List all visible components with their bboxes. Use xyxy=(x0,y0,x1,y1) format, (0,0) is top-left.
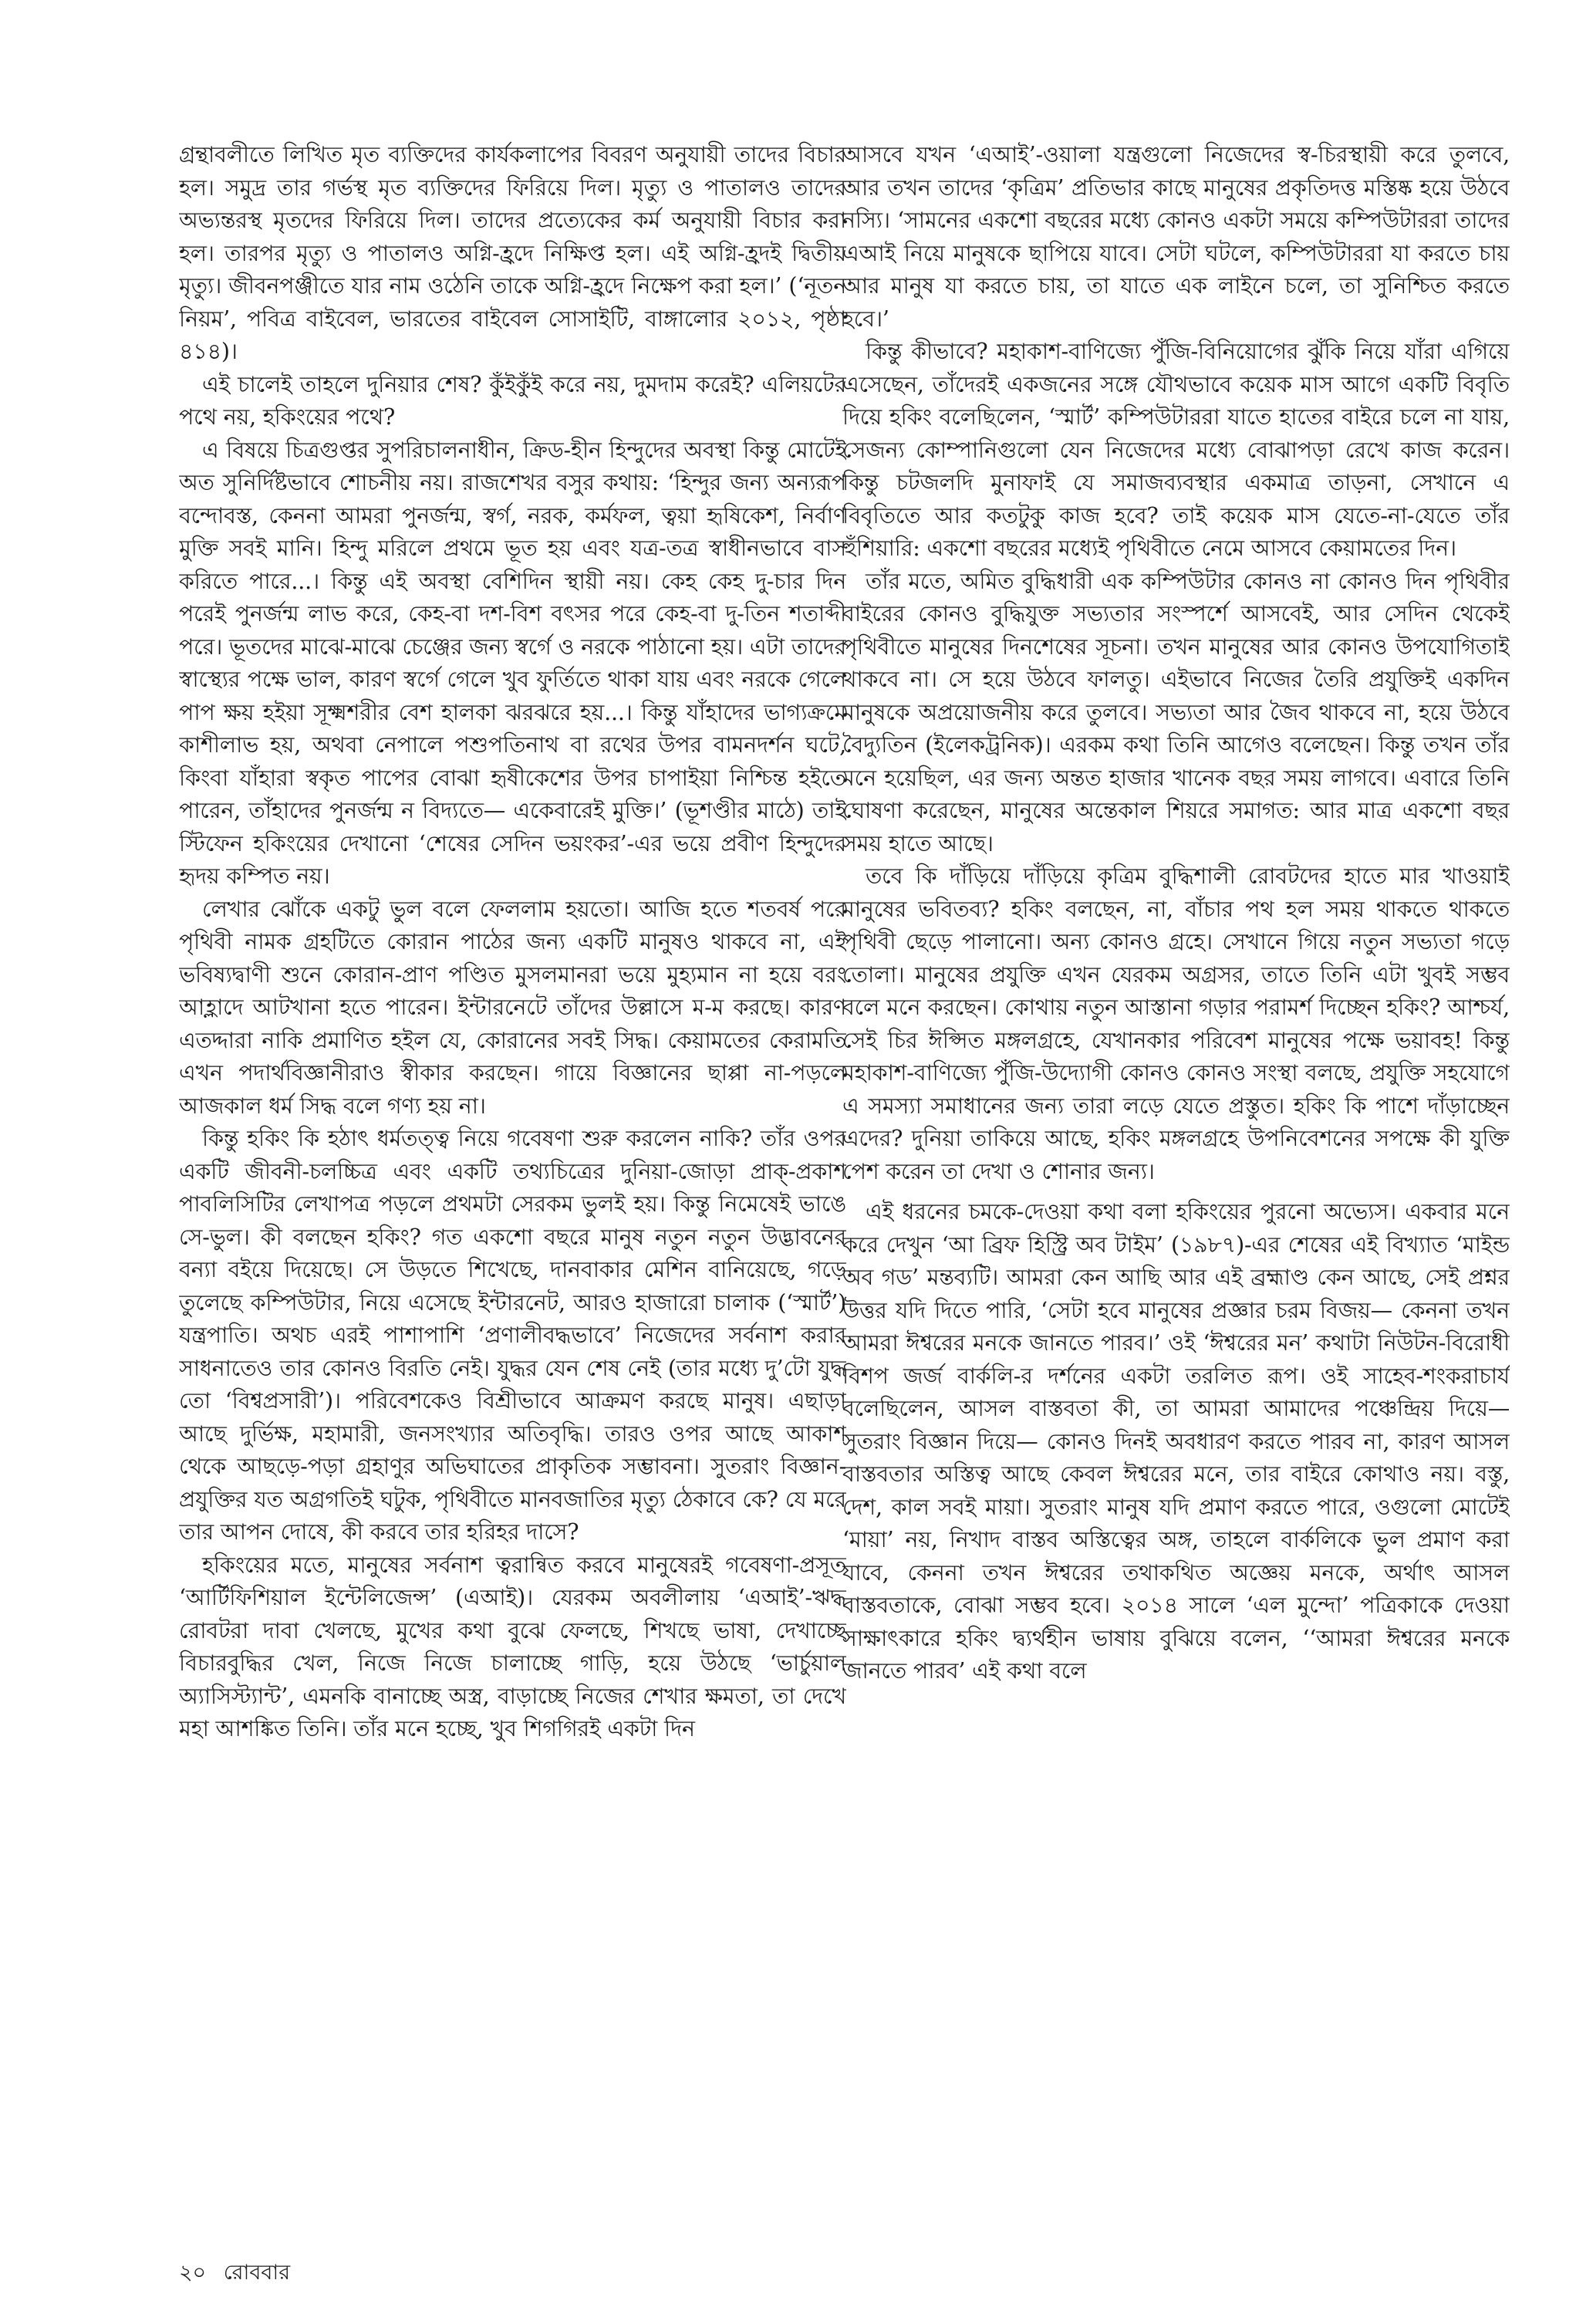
paragraph: আসবে যখন ‘এআই’-ওয়ালা যন্ত্রগুলো নিজেদের স্ব-চিরস্থায়ী করে তুলবে, আর তখন তাদের ‘কৃত্রিম’ প্রতিভার কাছে মানুষের প্রকৃতিদত্ত মস্তিষ্ক হয়ে উঠবে নস্যি। ‘সামনের একশো বছরের মধ্যে কোনও একটা সময়ে কম্পিউটাররা তাদের এআই নিয়ে মানুষকে ছাপিয়ে যাবে। সেটা ঘটলে, কম্পিউটাররা যা করতে চায় আর মানুষ যা করতে চায়, তা যাতে এক লাইনে চলে, তা সুনিশ্চিত করতে হবে।’ xyxy=(842,142,1510,332)
right-column xyxy=(842,139,1510,2222)
paragraph: তাঁর মতে, অমিত বুদ্ধিধারী এক কম্পিউটার কোনও না কোনও দিন পৃথিবীর বাইরের কোনও বুদ্ধিযুক্ত সভ্যতার সংস্পর্শে আসবেই, আর সেদিন থেকেই পৃথিবীতে মানুষের দিনশেষের সূচনা। তখন মানুষের আর কোনও উপযোগিতাই থাকবে না। সে হয়ে উঠবে ফালতু। এইভাবে নিজের তৈরি প্রযুক্তিই একদিন মানুষকে অপ্রয়োজনীয় করে তুলবে। সভ্যতা আর জৈব থাকবে না, হয়ে উঠবে বৈদ্যুতিন (ইলেকট্রনিক)। এরকম কথা তিনি আগেও বলেছেন। কিন্তু তখন তাঁর মনে হয়েছিল, এর জন্য অন্তত হাজার খানেক বছর সময় লাগবে। এবারে তিনি ঘোষণা করেছেন, মানুষের অন্তেকাল শিয়রে সমাগত: আর মাত্র একশো বছর সময় হাতে আছে। xyxy=(842,568,1510,856)
paragraph: এই ধরনের চমকে-দেওয়া কথা বলা হকিংয়ের পুরনো অভ্যেস। একবার মনে করে দেখুন ‘আ ব্রিফ হিস্ট্রি অব টাইম’ (১৯৮৭)-এর শেষের এই বিখ্যাত ‘মাইন্ড অব গড’ মন্তব্যটি। আমরা কেন আছি আর এই ব্রহ্মাণ্ড কেন আছে, সেই প্রশ্নর উত্তর যদি দিতে পারি, ‘সেটা হবে মানুষের প্রজ্ঞার চরম বিজয়— কেননা তখন আমরা ঈশ্বরের মনকে জানতে পারব।’ ওই ‘ঈশ্বরের মন’ কথাটা নিউটন-বিরোধী বিশপ জর্জ বার্কলি-র দর্শনের একটা তরলিত রূপ। ওই সাহেব-শংকরাচার্য বলেছিলেন, আসল বাস্তবতা কী, তা আমরা আমাদের পঞ্চেন্দ্রিয় দিয়ে— সুতরাং বিজ্ঞান দিয়ে— কোনও দিনই অবধারণ করতে পারব না, কারণ আসল বাস্তবতার অস্তিত্ব আছে কেবল ঈশ্বরের মনে, তার বাইরে কোথাও নয়। বস্তু, দেশ, কাল সবই মায়া। সুতরাং মানুষ যদি প্রমাণ করতে পারে, ওগুলো মোটেই ‘মায়া’ নয়, নিখাদ বাস্তব অস্তিত্বের অঙ্গ, তাহলে বার্কলিকে ভুল প্রমাণ করা যাবে, কেননা তখন ঈশ্বরের তথাকথিত অজ্ঞেয় মনকে, অর্থাৎ আসল বাস্তবতাকে, বোঝা সম্ভব হবে। ২০১৪ সালে ‘এল মুন্দো’ পত্রিকাকে দেওয়া সাক্ষাৎকারে হকিং দ্ব্যর্থহীন ভাষায় বুঝিয়ে বলেন, ‘‘আমরা ঈশ্বরের মনকে জানতে পারব’ এই কথা বলে xyxy=(842,1199,1510,1684)
paragraph: হকিংয়ের মতে, মানুষের সর্বনাশ ত্বরান্বিত করবে মানুষেরই গবেষণা-প্রসূত ‘আর্টিফিশিয়াল ইন্টেলিজেন্স’ (এআই)। যেরকম অবলীলায় ‘এআই’-ঋদ্ধ রোবটরা দাবা খেলছে, মুখের কথা বুঝে ফেলছে, শিখছে ভাষা, দেখাচ্ছে বিচারবুদ্ধির খেল, নিজে নিজে চালাচ্ছে গাড়ি, হয়ে উঠছে ‘ভার্চুয়াল অ্যাসিস্ট্যান্ট’, এমনকি বানাচ্ছে অস্ত্র, বাড়াচ্ছে নিজের শেখার ক্ষমতা, তা দেখে মহা আশঙ্কিত তিনি। তাঁর মনে হচ্ছে, খুব শিগগিরই একটা দিন xyxy=(179,1552,846,1741)
paragraph: এই চালেই তাহলে দুনিয়ার শেষ? কুঁইকুঁই করে নয়, দুমদাম করেই? এলিয়টের পথে নয়, হকিংয়ের পথে? xyxy=(179,371,846,430)
paragraph: কিন্তু কীভাবে? মহাকাশ-বাণিজ্যে পুঁজি-বিনিয়োগের ঝুঁকি নিয়ে যাঁরা এগিয়ে এসেছেন, তাঁদেরই একজনের সঙ্গে যৌথভাবে কয়েক মাস আগে একটি বিবৃতি দিয়ে হকিং বলেছিলেন, ‘স্মার্ট’ কম্পিউটাররা যাতে হাতের বাইরে চলে না যায়, সেজন্য কোম্পানিগুলো যেন নিজেদের মধ্যে বোঝাপড়া রেখে কাজ করেন। কিন্তু চটজলদি মুনাফাই যে সমাজব্যবস্থার একমাত্র তাড়না, সেখানে এ বিবৃতিতে আর কতটুকু কাজ হবে? তাই কয়েক মাস যেতে-না-যেতে তাঁর হুঁশিয়ারি: একশো বছরের মধ্যেই পৃথিবীতে নেমে আসবে কেয়ামতের দিন। xyxy=(842,339,1510,561)
page-number: ২০ xyxy=(179,2261,207,2285)
paragraph: লেখার ঝোঁকে একটু ভুল বলে ফেললাম হয়তো। আজি হতে শতবর্ষ পরে পৃথিবী নামক গ্রহটিতে কোরান পাঠের জন্য একটি মানুষও থাকবে না, এই ভবিষ্যদ্বাণী শুনে কোরান-প্রাণ পণ্ডিত মুসলমানরা ভয়ে মুহ্যমান না হয়ে বরং আহ্লাদে আটখানা হতে পারেন। ইন্টারনেটে তাঁদের উল্লাসে ম-ম করছে। কারণ এতদ্দারা নাকি প্রমাণিত হইল যে, কোরানের সবই সিদ্ধ। কেয়ামতের কেরামতি এখন পদার্থবিজ্ঞানীরাও স্বীকার করছেন। গায়ে বিজ্ঞানের ছাপ্পা না-পড়লে আজকাল ধর্ম সিদ্ধ বলে গণ্য হয় না। xyxy=(179,896,846,1119)
paragraph: তবে কি দাঁড়িয়ে দাঁড়িয়ে কৃত্রিম বুদ্ধিশালী রোবটদের হাতে মার খাওয়াই মানুষের ভবিতব্য? হকিং বলছেন, না, বাঁচার পথ হল সময় থাকতে থাকতে পৃথিবী ছেড়ে পালানো। অন্য কোনও গ্রহে। সেখানে গিয়ে নতুন সভ্যতা গড়ে তোলা। মানুষের প্রযুক্তি এখন যেরকম অগ্রসর, তাতে তিনি এটা খুবই সম্ভব বলে মনে করছেন। কোথায় নতুন আস্তানা গড়ার পরামর্শ দিচ্ছেন হকিং? আশ্চর্য, সেই চির ঈপ্সিত মঙ্গলগ্রহে, যেখানকার পরিবেশ মানুষের পক্ষে ভয়াবহ! কিন্তু মহাকাশ-বাণিজ্যে পুঁজি-উদ্যোগী কোনও কোনও সংস্থা বলছে, প্রযুক্তি সহযোগে এ সমস্যা সমাধানের জন্য তারা লড়ে যেতে প্রস্তুত। হকিং কি পাশে দাঁড়াচ্ছেন এদের? দুনিয়া তাকিয়ে আছে, হকিং মঙ্গলগ্রহে উপনিবেশনের সপক্ষে কী যুক্তি পেশ করেন তা দেখা ও শোনার জন্য। xyxy=(842,863,1510,1184)
paragraph: কিন্তু হকিং কি হঠাৎ ধর্মতত্ত্ব নিয়ে গবেষণা শুরু করলেন নাকি? তাঁর ওপর একটি জীবনী-চলচ্চিত্র এবং একটি তথ্যচিত্রের দুনিয়া-জোড়া প্রাক্-প্রকাশ পাবলিসিটির লেখাপত্র পড়লে প্রথমটা সেরকম ভুলই হয়। কিন্তু নিমেষেই ভাঙে সে-ভুল। কী বলছেন হকিং? গত একশো বছরে মানুষ নতুন নতুন উদ্ভাবনের বন্যা বইয়ে দিয়েছে। সে উড়তে শিখেছে, দানবাকার মেশিন বানিয়েছে, গড়ে তুলেছে কম্পিউটার, নিয়ে এসেছে ইন্টারনেট, আরও হাজারো চালাক (‘স্মার্ট’) যন্ত্রপাতি। অথচ এরই পাশাপাশি ‘প্রণালীবদ্ধভাবে’ নিজেদের সর্বনাশ করার সাধনাতেও তার কোনও বিরতি নেই। যুদ্ধর যেন শেষ নেই (তার মধ্যে দু’টো যুদ্ধ তো ‘বিশ্বপ্রসারী’)। পরিবেশকেও বিশ্রীভাবে আক্রমণ করছে মানুষ। এছাড়া আছে দুর্ভিক্ষ, মহামারী, জনসংখ্যার অতিবৃদ্ধি। তারও ওপর আছে আকাশ থেকে আছড়ে-পড়া গ্রহাণুর অভিঘাতের প্রাকৃতিক সম্ভাবনা। সুতরাং বিজ্ঞান-প্রযুক্তির যত অগ্রগতিই ঘটুক, পৃথিবীতে মানবজাতির মৃত্যু ঠেকাবে কে? যে মরে তার আপন দোষে, কী করবে তার হরিহর দাসে? xyxy=(179,1126,846,1545)
left-column xyxy=(179,139,846,2222)
paragraph: এ বিষয়ে চিত্রগুপ্তর সুপরিচালনাধীন, ক্রিড-হীন হিন্দুদের অবস্থা কিন্তু মোটেই অত সুনির্দিষ্টভাবে শোচনীয় নয়। রাজশেখর বসুর কথায়: ‘হিন্দুর জন্য অন্যরূপ বন্দোবস্ত, কেননা আমরা পুনর্জন্ম, স্বর্গ, নরক, কর্মফল, ত্বয়া হৃষিকেশ, নির্বাণ মুক্তি সবই মানি। হিন্দু মরিলে প্রথমে ভূত হয় এবং যত্র-তত্র স্বাধীনভাবে বাস করিতে পারে...। কিন্তু এই অবস্থা বেশিদিন স্থায়ী নয়। কেহ কেহ দু-চার দিন পরেই পুনর্জন্ম লাভ করে, কেহ-বা দশ-বিশ বৎসর পরে কেহ-বা দু-তিন শতাব্দী পরে। ভূতদের মাঝে-মাঝে চেঞ্জের জন্য স্বর্গে ও নরকে পাঠানো হয়। এটা তাদের স্বাস্থ্যের পক্ষে ভাল, কারণ স্বর্গে গেলে খুব ফুর্তিতে থাকা যায় এবং নরকে গেলে পাপ ক্ষয় হইয়া সূক্ষ্মশরীর বেশ হালকা ঝরঝরে হয়...। কিন্তু যাঁহাদের ভাগ্যক্রমে কাশীলাভ হয়, অথবা নেপালে পশুপতিনাথ বা রথের উপর বামনদর্শন ঘটে, কিংবা যাঁহারা স্বকৃত পাপের বোঝা হৃষীকেশের উপর চাপাইয়া নিশ্চিন্ত হইতে পারেন, তাঁহাদের পুনর্জন্ম ন বিদ্যতে— একেবারেই মুক্তি।’ (ভূশণ্ডীর মাঠে) তাই স্টিফেন হকিংয়ের দেখানো ‘শেষের সেদিন ভয়ংকর’-এর ভয়ে প্রবীণ হিন্দুদের হৃদয় কম্পিত নয়। xyxy=(179,437,846,889)
paragraph: গ্রন্থাবলীতে লিখিত মৃত ব্যক্তিদের কার্যকলাপের বিবরণ অনুযায়ী তাদের বিচার হল। সমুদ্র তার গর্ভস্থ মৃত ব্যক্তিদের ফিরিয়ে দিল। মৃত্যু ও পাতালও তাদের অভ্যন্তরস্থ মৃতদের ফিরিয়ে দিল। তাদের প্রত্যেকের কর্ম অনুযায়ী বিচার করা হল। তারপর মৃত্যু ও পাতালও অগ্নি-হ্রদে নিক্ষিপ্ত হল। এই অগ্নি-হ্রদই দ্বিতীয় মৃত্যু। জীবনপঞ্জীতে যার নাম ওঠেনি তাকে অগ্নি-হ্রদে নিক্ষেপ করা হল।’ (‘নূতন নিয়ম’, পবিত্র বাইবেল, ভারতের বাইবেল সোসাইটি, বাঙ্গালোর ২০১২, পৃষ্ঠা ৪১৪)। xyxy=(179,142,846,364)
page-footer xyxy=(179,2257,301,2292)
publication-name: রোববার xyxy=(223,2261,291,2285)
